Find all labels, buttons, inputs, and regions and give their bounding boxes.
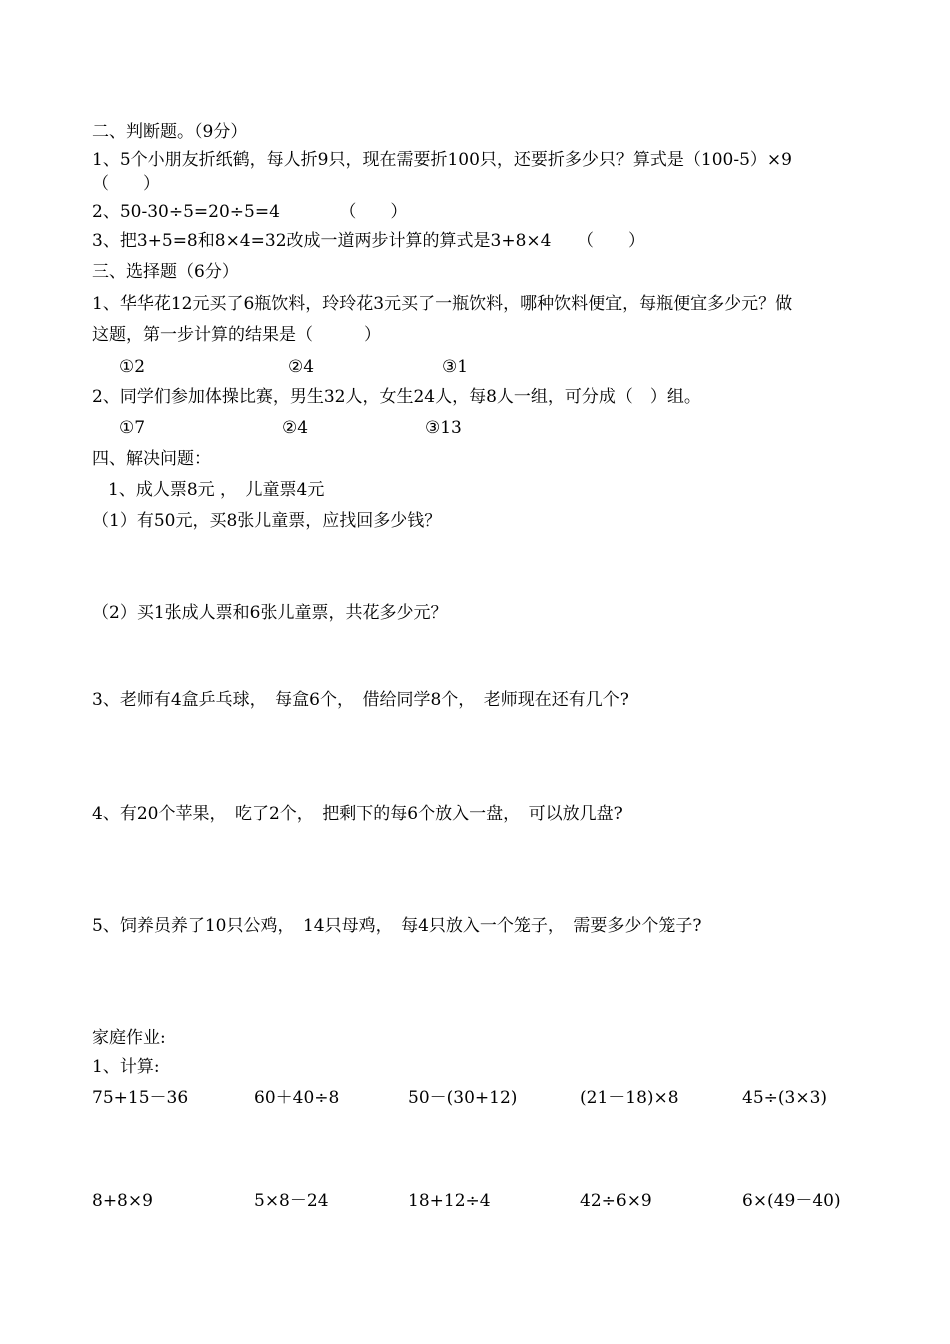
choice-q1-line2: 这题，第一步计算的结果是（ ） [92,325,381,345]
judge-q1-line1: 1、5个小朋友折纸鹤，每人折9只，现在需要折100只，还要折多少只？算式是（100-5）×9 [92,150,792,170]
choice-q2-option-3: ③13 [425,418,462,438]
calc-expression: 42÷6×9 [580,1191,652,1211]
choice-q2-option-1: ①7 [119,418,146,438]
calc-expression: 5×8－24 [254,1191,329,1211]
calc-expression: 8+8×9 [92,1191,153,1211]
section-3-heading: 三、选择题（6分） [92,262,239,282]
choice-q2-option-2: ②4 [282,418,309,438]
choice-q1-line1: 1、华华花12元买了6瓶饮料，玲玲花3元买了一瓶饮料，哪种饮料便宜，每瓶便宜多少元？做 [92,294,793,314]
calc-expression: 75+15－36 [92,1088,189,1108]
choice-q1-option-3: ③1 [442,357,469,377]
problem-1-part-2: （2）买1张成人票和6张儿童票，共花多少元？ [92,603,448,623]
choice-q1-option-2: ②4 [288,357,315,377]
problem-3: 3、老师有4盒乒乓球， 每盒6个， 借给同学8个， 老师现在还有几个? [92,690,629,710]
calc-expression: 6×(49－40) [742,1191,841,1211]
judge-q1-answer-blank: （ ） [92,174,160,194]
calc-expression: 45÷(3×3) [742,1088,828,1108]
section-2-heading: 二、判断题。（9分） [92,122,248,142]
judge-q3: 3、把3+5=8和8×4=32改成一道两步计算的算式是3+8×4 （ ） [92,231,645,251]
calc-expression: (21－18)×8 [580,1088,679,1108]
problem-1-intro: 1、成人票8元 ， 儿童票4元 [108,480,325,500]
problem-5: 5、饲养员养了10只公鸡， 14只母鸡， 每4只放入一个笼子， 需要多少个笼子? [92,916,702,936]
homework-task-1: 1、计算: [92,1057,160,1077]
problem-1-part-1: （1）有50元，买8张儿童票，应找回多少钱？ [92,511,442,531]
calc-expression: 60＋40÷8 [254,1088,340,1108]
judge-q2: 2、50-30÷5=20÷5=4 （ ） [92,202,408,222]
choice-q1-option-1: ①2 [119,357,146,377]
section-4-heading: 四、解决问题： [92,449,211,469]
calc-expression: 50－(30+12) [408,1088,518,1108]
homework-heading: 家庭作业: [92,1028,166,1048]
problem-4: 4、有20个苹果， 吃了2个， 把剩下的每6个放入一盘， 可以放几盘? [92,804,623,824]
calc-expression: 18+12÷4 [408,1191,491,1211]
choice-q2: 2、同学们参加体操比赛，男生32人，女生24人，每8人一组，可分成（ ）组。 [92,387,701,407]
